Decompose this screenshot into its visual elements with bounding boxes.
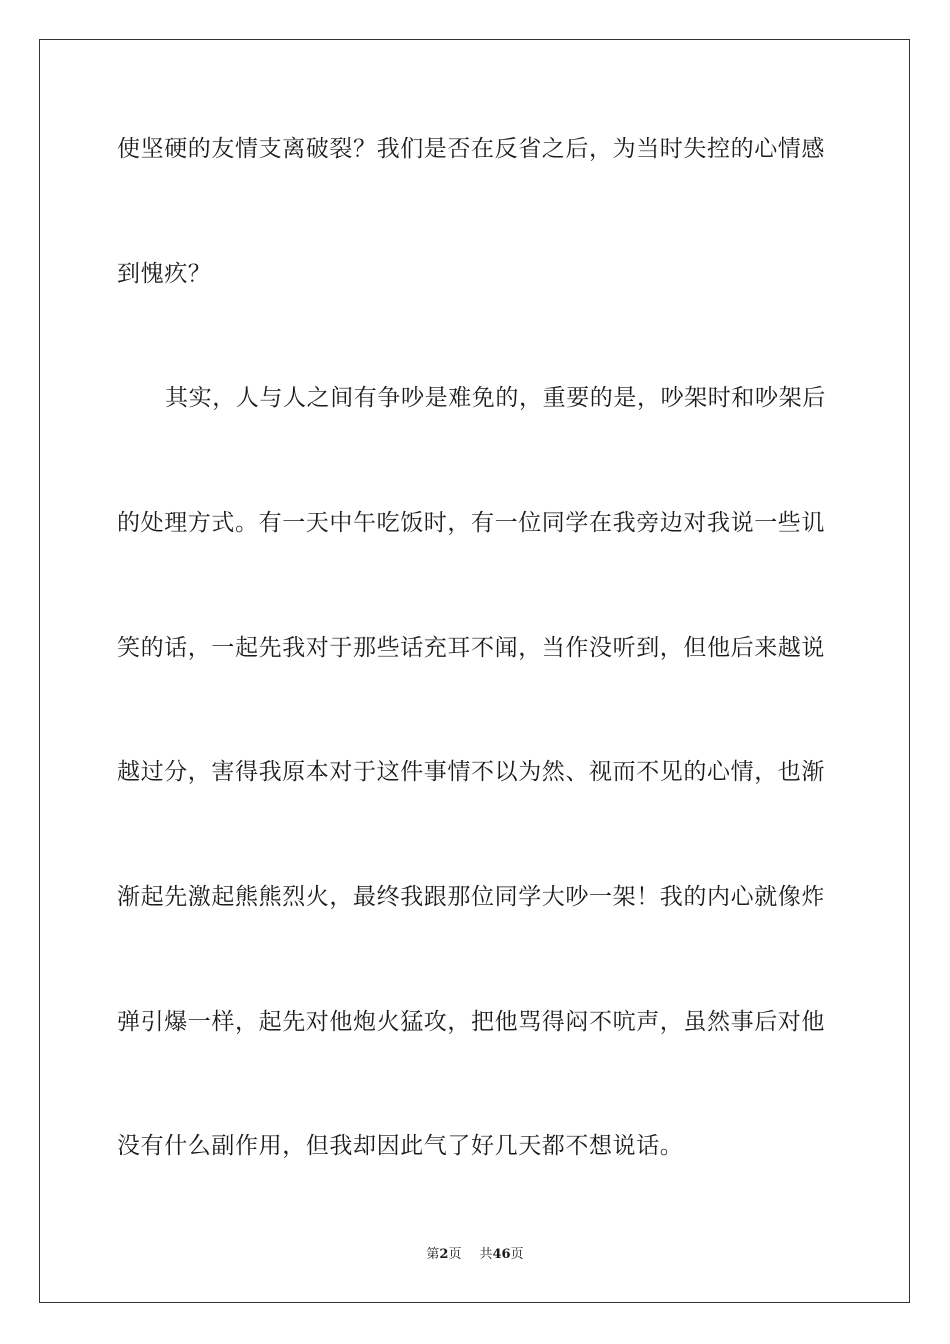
body-line-7: 渐起先激起熊熊烈火，最终我跟那位同学大吵一架！我的内心就像炸 [117, 884, 825, 910]
body-line-4: 的处理方式。有一天中午吃饭时，有一位同学在我旁边对我说一些讥 [117, 510, 825, 536]
page-footer [0, 1246, 950, 1264]
total-prefix: 共 [479, 1247, 493, 1262]
page-suffix: 页 [448, 1247, 462, 1262]
body-line-9: 没有什么副作用，但我却因此气了好几天都不想说话。 [117, 1133, 684, 1159]
total-suffix: 页 [510, 1247, 524, 1262]
body-line-3: 其实，人与人之间有争吵是难免的，重要的是，吵架时和吵架后 [165, 385, 826, 411]
page-number: 2 [439, 1247, 449, 1262]
body-line-6: 越过分，害得我原本对于这件事情不以为然、视而不见的心情，也渐 [117, 759, 825, 785]
page-prefix: 第 [426, 1247, 440, 1262]
body-line-1: 使坚硬的友情支离破裂？我们是否在反省之后，为当时失控的心情感 [117, 136, 825, 162]
page-border [39, 39, 910, 1303]
body-line-2: 到愧疚？ [117, 261, 212, 287]
body-line-8: 弹引爆一样，起先对他炮火猛攻，把他骂得闷不吭声，虽然事后对他 [117, 1009, 825, 1035]
total-pages: 46 [492, 1247, 511, 1262]
body-line-5: 笑的话，一起先我对于那些话充耳不闻，当作没听到，但他后来越说 [117, 635, 825, 661]
